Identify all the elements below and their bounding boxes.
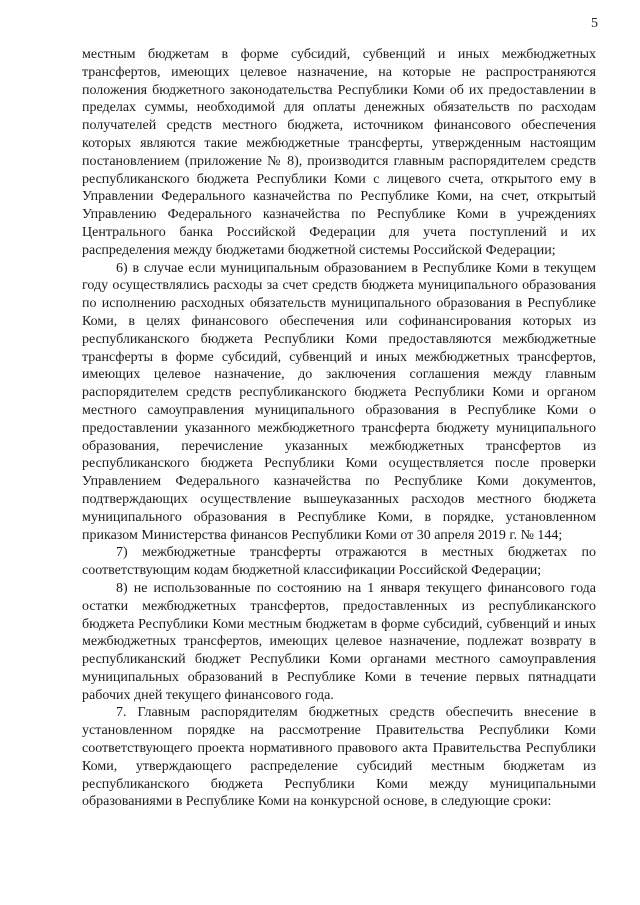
paragraph-section-7: 7. Главным распорядителям бюджетных средств обеспечить внесение в установленном порядке на рассмотрение Правительства Республики Коми соответствующего проекта нормативного правового акта Правительства Республики Коми, утверждающего распределение субсидий местным бюджетам из республиканского бюджета Республики Коми между муниципальными образованиями в Республике Коми на конкурсной основе, в следующие сроки: — [82, 705, 596, 810]
page-number: 5 — [591, 16, 598, 31]
paragraph-continuation: местным бюджетам в форме субсидий, субвенций и иных межбюджетных трансфертов, имеющих целевое назначение, на которые не распространяются положения бюджетного законодательства Республики Коми об их предоставлении в пределах суммы, необходимой для оплаты денежных обязательств по расходам получателей средств местного бюджета, источником финансового обеспечения которых являются такие межбюджетные трансферты, утвержденным настоящим постановлением (приложение № 8), производится главным распорядителем средств республиканского бюджета Республики Коми с лицевого счета, открытого ему в Управлении Федерального казначейства по Республике Коми, на счет, открытый Управлению Федерального казначейства по Республике Коми в учреждениях Центрального банка Российской Федерации для учета поступлений и их распределения между бюджетами бюджетной системы Российской Федерации; — [82, 47, 596, 258]
paragraph-item-7: 7) межбюджетные трансферты отражаются в местных бюджетах по соответствующим кодам бюджетной классификации Российской Федерации; — [82, 545, 596, 579]
paragraph-item-6: 6) в случае если муниципальным образованием в Республике Коми в текущем году осуществлялись расходы за счет средств бюджета муниципального образования по исполнению расходных обязательств муниципального образования в Республике Коми, в целях финансового обеспечения или софинансирования которых из республиканского бюджета Республики Коми предоставляются межбюджетные трансферты в форме субсидий, субвенций и иных межбюджетных трансфертов, имеющих целевое назначение, до заключения соглашения между главным распорядителем средств республиканского бюджета Республики Коми и органом местного самоуправления муниципального образования в Республике Коми о предоставлении указанного межбюджетного трансферта бюджету муниципального образования, перечисление указанных межбюджетных трансфертов из республиканского бюджета Республики Коми осуществляется после проверки Управлением Федерального казначейства по Республике Коми документов, подтверждающих осуществление вышеуказанных расходов местного бюджета муниципального образования в Республике Коми, в порядке, установленном приказом Министерства финансов Республики Коми от 30 апреля 2019 г. № 144; — [82, 260, 596, 543]
document-body — [82, 46, 596, 811]
paragraph-item-8: 8) не использованные по состоянию на 1 января текущего финансового года остатки межбюджетных трансфертов, предоставленных из республиканского бюджета Республики Коми местным бюджетам в форме субсидий, субвенций и иных межбюджетных трансфертов, имеющих целевое назначение, подлежат возврату в республиканский бюджет Республики Коми органами местного самоуправления муниципальных образований в Республике Коми в течение первых пятнадцати рабочих дней текущего финансового года. — [82, 580, 596, 703]
